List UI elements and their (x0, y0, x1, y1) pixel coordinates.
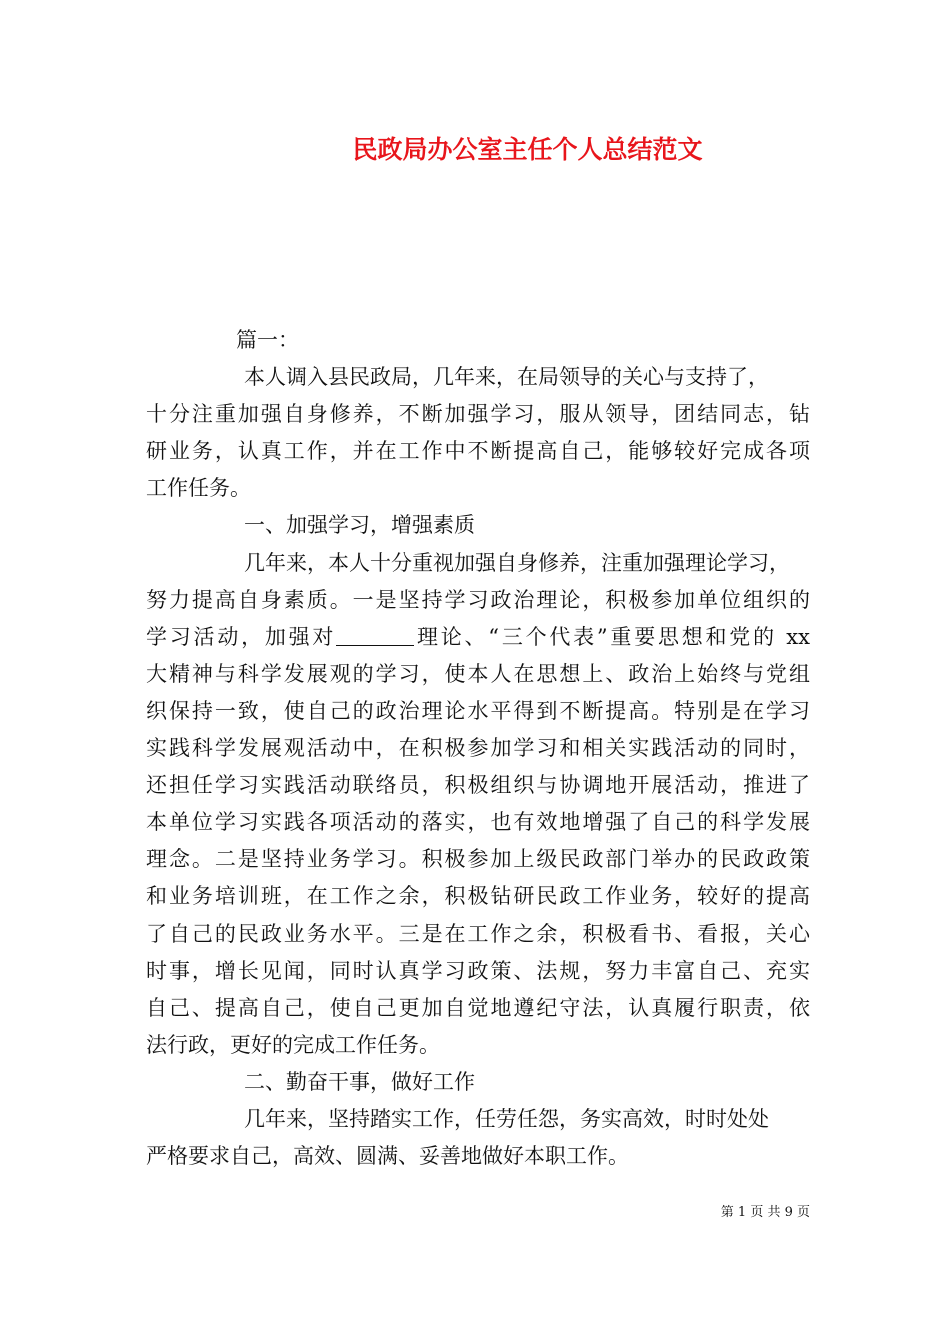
intro-line: 研业务，认真工作，并在工作中不断提高自己，能够较好完成各项 (146, 439, 810, 464)
intro-line: 十分注重加强自身修养，不断加强学习，服从领导，团结同志，钻 (146, 402, 810, 427)
para1-line: 法行政，更好的完成工作任务。 (146, 1032, 440, 1057)
para1-line: 还担任学习实践活动联络员，积极组织与协调地开展活动，推进了 (146, 773, 810, 798)
fill-in-blank (336, 623, 414, 646)
para1-line: 织保持一致，使自己的政治理论水平得到不断提高。特别是在学习 (146, 698, 810, 723)
para1-line: 了自己的民政业务水平。三是在工作之余，积极看书、看报，关心 (146, 921, 810, 946)
para2-line: 几年来，坚持踏实工作，任劳任怨，务实高效，时时处处 (244, 1106, 769, 1131)
para1-line-with-blank (146, 619, 810, 656)
intro-line: 本人调入县民政局，几年来，在局领导的关心与支持了， (244, 365, 769, 390)
para1-text-before-blank: 学习活动，加强对 (146, 624, 337, 649)
para1-line: 实践科学发展观活动中，在积极参加学习和相关实践活动的同时， (146, 736, 810, 761)
page-number-footer: 第 1 页 共 9 页 (720, 1205, 810, 1220)
para1-line: 努力提高自身素质。一是坚持学习政治理论，积极参加单位组织的 (146, 587, 810, 612)
para1-line: 理念。二是坚持业务学习。积极参加上级民政部门举办的民政政策 (146, 847, 810, 872)
document-title: 民政局办公室主任个人总结范文 (352, 135, 703, 164)
section-heading-1: 一、加强学习，增强素质 (244, 513, 475, 538)
para2-line: 严格要求自己，高效、圆满、妥善地做好本职工作。 (146, 1144, 629, 1169)
para1-line: 自己、提高自己，使自己更加自觉地遵纪守法，认真履行职责，依 (146, 995, 810, 1020)
para1-line: 时事，增长见闻，同时认真学习政策、法规，努力丰富自己、充实 (146, 958, 810, 983)
para1-line: 大精神与科学发展观的学习，使本人在思想上、政治上始终与党组 (146, 661, 810, 686)
section-heading-2: 二、勤奋干事，做好工作 (244, 1069, 475, 1094)
section-label: 篇一： (236, 328, 299, 352)
para1-text-after-blank: 理论、“三个代表”重要思想和党的 xx (414, 624, 810, 649)
document-body (146, 322, 810, 1175)
para1-line: 本单位学习实践各项活动的落实，也有效地增强了自己的科学发展 (146, 810, 810, 835)
para1-line: 几年来，本人十分重视加强自身修养，注重加强理论学习， (244, 550, 790, 575)
para1-line: 和业务培训班，在工作之余，积极钻研民政工作业务，较好的提高 (146, 884, 810, 909)
intro-line: 工作任务。 (146, 476, 251, 501)
